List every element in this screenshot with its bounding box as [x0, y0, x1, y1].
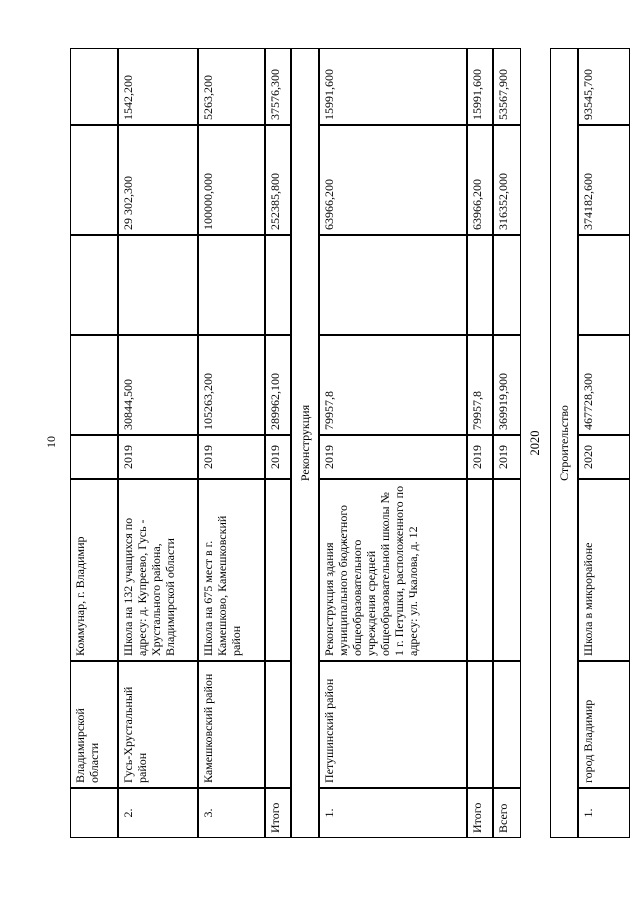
page-number: 10	[44, 436, 58, 448]
year-cell: 2019	[265, 435, 291, 479]
district-cell: город Владимир	[578, 661, 630, 788]
row-number: 3.	[198, 788, 265, 838]
year-cell: 2020	[578, 435, 630, 479]
amount-local: 37576,300	[265, 48, 291, 125]
total-label: Всего	[493, 788, 521, 838]
object-cell: Реконструкция здания муниципального бюджетного общеобразовательного учреждения средней общеобразовательной школы № 1 г. Петушки, расположенного по адресу: ул. Чкалова, д. 12	[319, 479, 467, 661]
row-number: 1.	[319, 788, 467, 838]
amount-local: 15991,600	[319, 48, 467, 125]
object-cell: Школа на 675 мест в г. Камешково, Камешковский район	[198, 479, 265, 661]
object-cell: Школа в микрорайоне	[578, 479, 630, 661]
rotated-table-page	[70, 48, 630, 838]
amount-total: 79957,8	[467, 335, 493, 435]
amount-regional: 374182,600	[578, 125, 630, 235]
row-number: 2.	[118, 788, 198, 838]
year-cell: 2019	[118, 435, 198, 479]
amount-local: 15991,600	[467, 48, 493, 125]
amount-regional: 63966,200	[319, 125, 467, 235]
section-construction: Строительство	[550, 48, 578, 838]
subtotal-label: Итого	[265, 788, 291, 838]
table-row	[70, 788, 118, 838]
amount-total: 289962,100	[265, 335, 291, 435]
section-year-2020: 2020	[528, 430, 542, 456]
amount-total: 79957,8	[319, 335, 467, 435]
amount-regional: 29 302,300	[118, 125, 198, 235]
year-cell: 2019	[493, 435, 521, 479]
subtotal-label: Итого	[467, 788, 493, 838]
amount-local: 93545,700	[578, 48, 630, 125]
district-cell: Владимирской области	[70, 661, 118, 788]
amount-local: 1542,200	[118, 48, 198, 125]
amount-regional: 252385,800	[265, 125, 291, 235]
year-cell: 2019	[198, 435, 265, 479]
amount-regional: 316352,000	[493, 125, 521, 235]
object-cell: Школа на 132 учащихся по адресу: д. Купреево, Гусь - Хрустального района, Владимирской области	[118, 479, 198, 661]
amount-local: 53567,900	[493, 48, 521, 125]
amount-regional: 100000,000	[198, 125, 265, 235]
district-cell: Петушинский район	[319, 661, 467, 788]
district-cell: Гусь-Хрустальный район	[118, 661, 198, 788]
amount-total: 105263,200	[198, 335, 265, 435]
amount-local: 5263,200	[198, 48, 265, 125]
district-cell: Камешковский район	[198, 661, 265, 788]
object-cell: Коммунар, г. Владимир	[70, 479, 118, 661]
row-number: 1.	[578, 788, 630, 838]
amount-total: 30844,500	[118, 335, 198, 435]
section-reconstruction: Реконструкция	[291, 48, 319, 838]
amount-regional: 63966,200	[467, 125, 493, 235]
amount-total: 467728,300	[578, 335, 630, 435]
year-cell: 2019	[319, 435, 467, 479]
amount-total: 369919,900	[493, 335, 521, 435]
year-cell: 2019	[467, 435, 493, 479]
